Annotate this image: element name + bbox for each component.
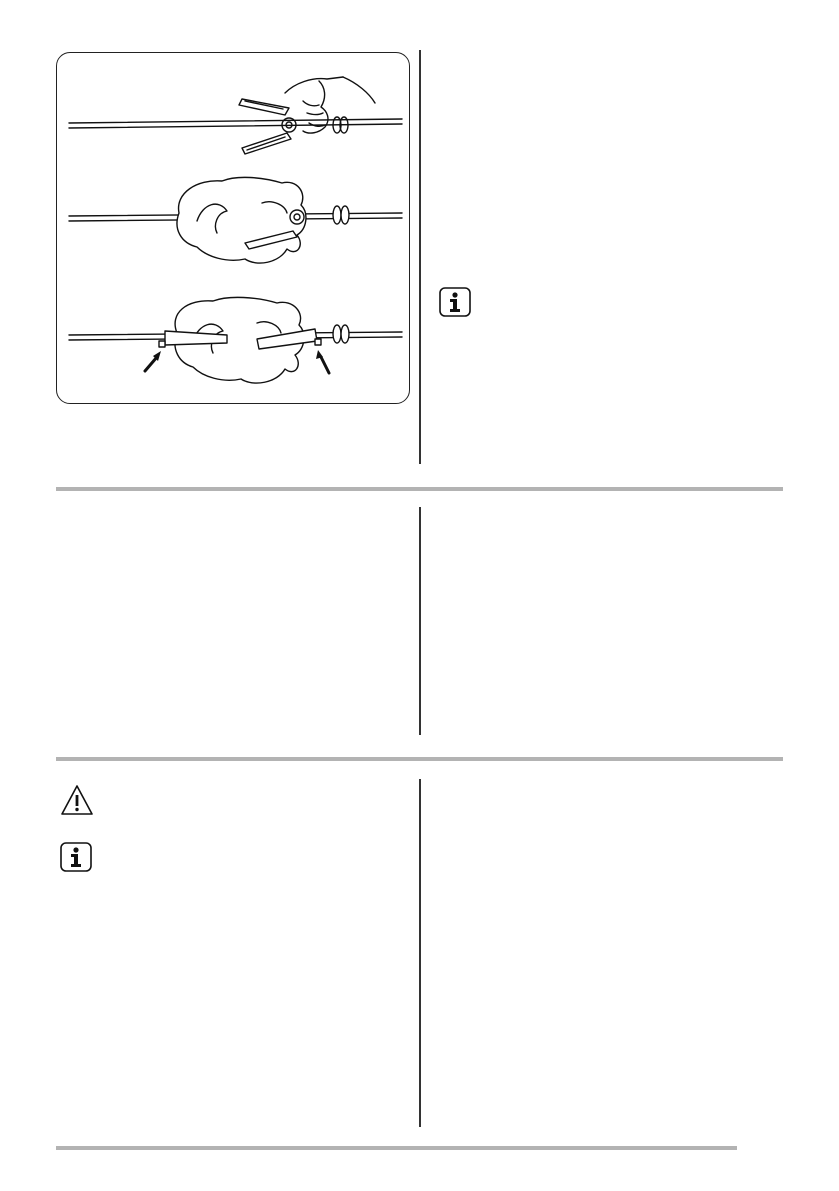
rotisserie-illustration xyxy=(56,52,410,404)
panel-3-poultry-secured xyxy=(69,297,402,383)
rotisserie-drawing xyxy=(57,53,411,405)
section-divider-1 xyxy=(56,487,783,491)
panel-2-poultry-one-fork xyxy=(69,177,402,263)
info-icon xyxy=(60,842,92,877)
column-divider-2 xyxy=(419,507,421,735)
arrow-right xyxy=(321,357,329,373)
warning-icon xyxy=(60,784,94,821)
column-divider-3 xyxy=(419,779,421,1127)
panel-1-fork-and-hand xyxy=(69,77,402,154)
section-divider-2 xyxy=(56,757,783,761)
arrow-left xyxy=(145,357,157,371)
column-divider-1 xyxy=(419,50,421,464)
page-footer-rule xyxy=(56,1146,737,1150)
info-icon xyxy=(439,287,471,322)
